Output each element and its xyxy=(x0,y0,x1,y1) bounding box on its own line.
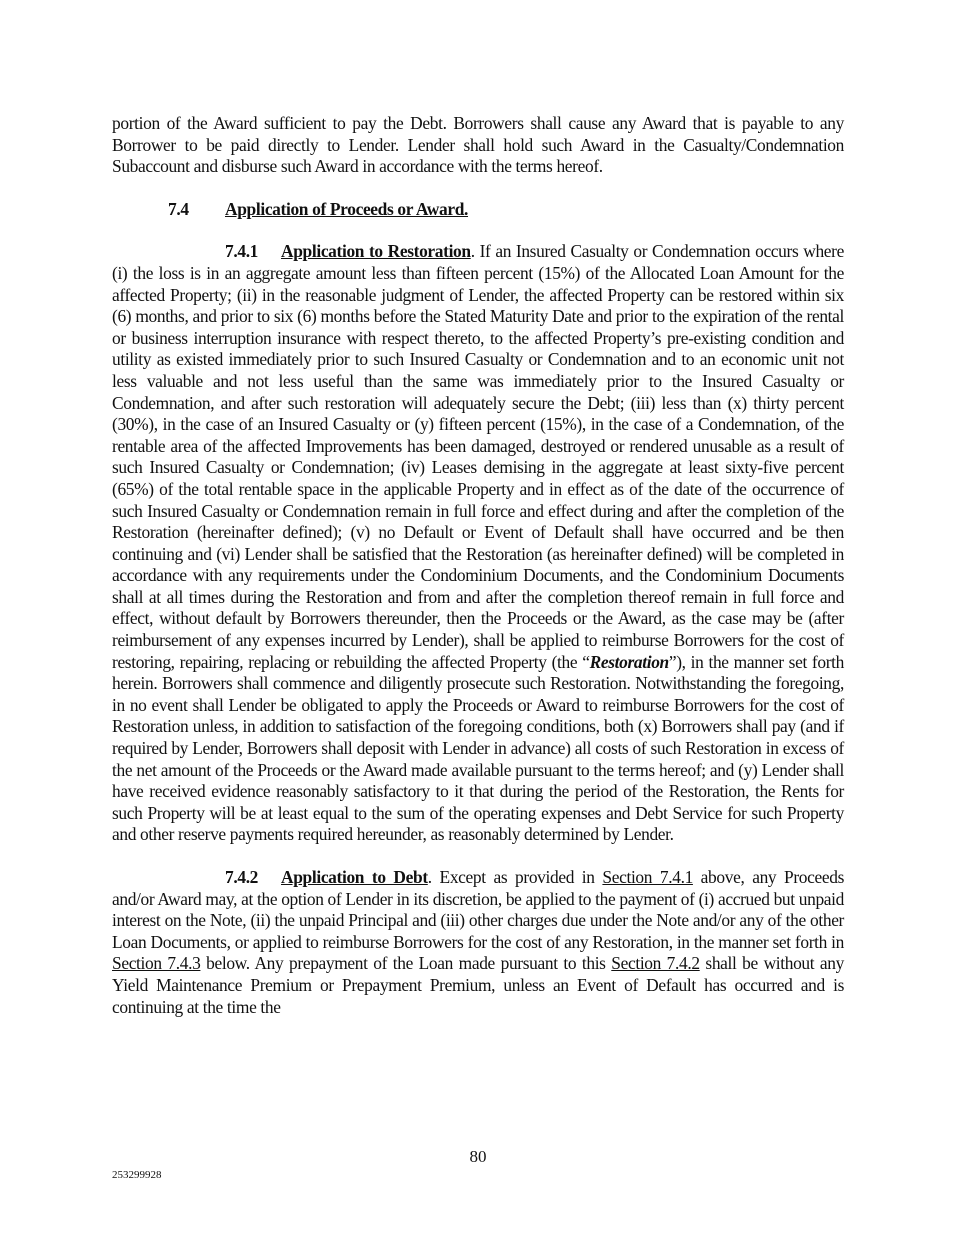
section-title: Application of Proceeds or Award. xyxy=(225,198,469,219)
body-text: ”), in the manner set forth herein. Borrowers shall commence and diligently prosecute such Restoration. Notwithstanding the foregoing, in no event shall Lender be obligated to apply the Proceeds or Award to reimburse Borrowers for the cost of Restoration unless, in addition to satisfaction of the foregoing conditions, both (x) Borrowers shall pay (and if required by Lender, Borrowers shall deposit with Lender in advance) all costs of such Restoration in excess of the net amount of the Proceeds or the Award made available pursuant to the terms hereof; and (y) Lender shall have received evidence reasonably satisfactory to it that during the period of the Restoration, the Rents for such Property will be at least equal to the sum of the operating expenses and Debt Service for such Property and other reserve payments required hereunder, as reasonably determined by Lender. xyxy=(112,651,844,845)
continuation-paragraph: portion of the Award sufficient to pay the Debt. Borrowers shall cause any Award that is payable to any Borrower to be paid directly to Lender. Lender shall hold such Award in the Casualty/Condemnation Subaccount and disburse such Award in accordance with the terms hereof. xyxy=(112,113,844,177)
document-id: 253299928 xyxy=(112,1169,162,1181)
page-number: 80 xyxy=(469,1147,487,1166)
subsection-title: Application to Debt xyxy=(281,867,428,887)
body-text: below. Any prepayment of the Loan made pursuant to this xyxy=(200,953,612,974)
body-text: Except as provided in xyxy=(431,867,603,887)
defined-term: Restoration xyxy=(589,651,669,672)
cross-reference-link[interactable]: Section 7.4.1 xyxy=(602,867,693,887)
subsection-title: Application to Restoration xyxy=(281,241,471,262)
cross-reference-link[interactable]: Section 7.4.2 xyxy=(611,953,700,974)
cross-reference-link[interactable]: Section 7.4.3 xyxy=(112,953,201,974)
title-period: . xyxy=(470,241,475,262)
body-text: above, any Proceeds and/or Award may, at the option of Lender in its discretion, be applied to the payment of (i) accrued but unpaid interest on the Note, (ii) the unpaid Principal and (iii) other charges due under the Note and/or any of the other Loan Documents, or applied to reimburse Borrowers for the cost of any Restoration, in the manner set forth in xyxy=(112,867,845,952)
body-text: shall be without any Yield Maintenance Premium or Prepayment Premium, unless an Event of Default has occurred and is continuing at the time the xyxy=(112,953,844,1017)
subsection-number: 7.4.1 xyxy=(225,241,259,262)
section-7-4-1-paragraph xyxy=(112,241,844,846)
section-number: 7.4 xyxy=(168,198,189,219)
body-text: If an Insured Casualty or Condemnation occurs where (i) the loss is in an aggregate amount less than fifteen percent (15%) of the Allocated Loan Amount for the affected Property; (ii) in the reasonable judgment of Lender, the affected Property can be restored within six (6) months, and prior to six (6) months before the Stated Maturity Date and prior to the expiration of the rental or business interruption insurance with respect thereto, to the affected Property’s pre-existing condition and utility as existed immediately prior to such Insured Casualty or Condemnation and to an economic unit not less valuable and not less useful than the same was immediately prior to the Insured Casualty or Condemnation, and after such restoration will adequately secure the Debt; (iii) less than (x) thirty percent (30%), in the case of an Insured Casualty or (y) fifteen percent (15%), in the case of a Condemnation, of the rentable area of the affected Improvements has been damaged, destroyed or rendered unusable as a result of such Insured Casualty or Condemnation; (iv) Leases demising in the aggregate at least sixty-five percent (65%) of the total rentable space in the applicable Property and in effect as of the date of the occurrence of such Insured Casualty or Condemnation remain in full force and effect during and after the completion of the Restoration (hereinafter defined); (v) no Default or Event of Default shall have occurred and be then continuing and (vi) Lender shall be satisfied that the Restoration (as hereinafter defined) will be completed in accordance with any requirements under the Condominium Documents, and the Condominium Documents shall at all times during the Restoration and from and after the completion thereof remain in full force and effect, without default by Borrowers thereunder, then the Proceeds or the Award, as the case may be (after reimbursement of any expenses incurred by Lender), shall be applied to reimburse Borrowers for the cost of restoring, repairing, replacing or rebuilding the affected Property (the “ xyxy=(112,241,844,672)
document-page xyxy=(112,113,844,1018)
title-period: . xyxy=(427,867,432,887)
section-7-4-heading xyxy=(112,199,844,221)
subsection-number: 7.4.2 xyxy=(225,867,259,887)
section-7-4-2-paragraph xyxy=(112,867,844,1018)
